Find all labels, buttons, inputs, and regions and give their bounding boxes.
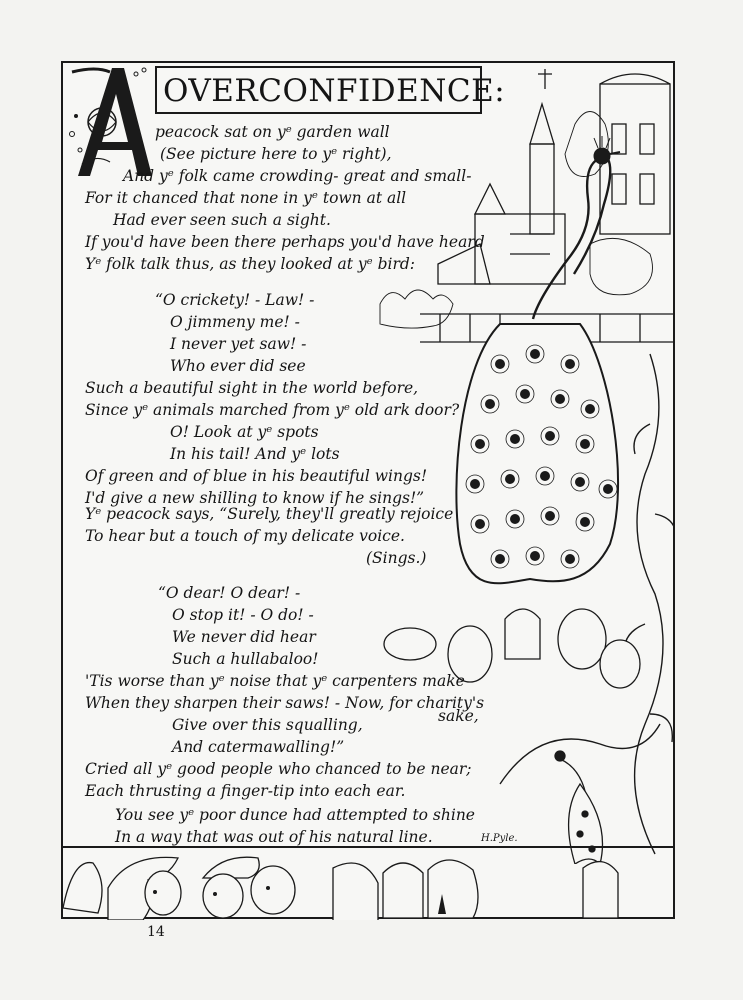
poem-line: Who ever did see bbox=[170, 357, 306, 375]
poem-line: Yᵉ folk talk thus, as they looked at yᵉ bird: bbox=[85, 255, 415, 273]
poem-line: I never yet saw! - bbox=[170, 335, 307, 353]
poem-line: If you'd have been there perhaps you'd have heard bbox=[85, 233, 485, 251]
poem-line: 'Tis worse than yᵉ noise that yᵉ carpenters make bbox=[85, 672, 465, 690]
poem-line: Give over this squalling, bbox=[172, 716, 363, 734]
poem-line: sake, bbox=[438, 707, 479, 725]
poem-line: To hear but a touch of my delicate voice. bbox=[85, 527, 405, 545]
artist-signature: H.Pyle. bbox=[481, 833, 518, 844]
poem-line: Yᵉ peacock says, “Surely, they'll greatly rejoice bbox=[85, 505, 454, 523]
page-title: OVERCONFIDENCE: bbox=[163, 73, 506, 109]
poem-line: O jimmeny me! - bbox=[170, 313, 300, 331]
poem-line: In his tail! And yᵉ lots bbox=[170, 445, 340, 463]
poem-line: Such a beautiful sight in the world before, bbox=[85, 379, 419, 397]
poem-line: “O dear! O dear! - bbox=[158, 584, 301, 602]
poem-line: Since yᵉ animals marched from yᵉ old ark door? bbox=[85, 401, 460, 419]
poem-line: I'd give a new shilling to know if he sings!” bbox=[85, 489, 425, 507]
poem-stage-direction: (Sings.) bbox=[366, 549, 427, 567]
poem-line: Such a hullabaloo! bbox=[172, 650, 319, 668]
poem-line: “O crickety! - Law! - bbox=[155, 291, 315, 309]
poem-line: When they sharpen their saws! - Now, for charity's bbox=[85, 694, 485, 712]
page-number: 14 bbox=[147, 924, 165, 940]
poem-line: You see yᵉ poor dunce had attempted to shine bbox=[115, 806, 475, 824]
poem-line: O! Look at yᵉ spots bbox=[170, 423, 319, 441]
poem-line: Of green and of blue in his beautiful wings! bbox=[85, 467, 428, 485]
poem-line: We never did hear bbox=[172, 628, 316, 646]
poem-line: peacock sat on yᵉ garden wall bbox=[155, 123, 390, 141]
poem-line: O stop it! - O do! - bbox=[172, 606, 314, 624]
poem-line: (See picture here to yᵉ right), bbox=[160, 145, 392, 163]
poem-line: Had ever seen such a sight. bbox=[113, 211, 331, 229]
poem-line: For it chanced that none in yᵉ town at all bbox=[85, 189, 407, 207]
crowd-illustration bbox=[63, 846, 673, 920]
poem-line: And yᵉ folk came crowding- great and small- bbox=[123, 167, 472, 185]
illuminated-letter-a-icon bbox=[66, 64, 154, 184]
poem-line: Cried all yᵉ good people who chanced to be near; bbox=[85, 760, 472, 778]
poem-line: In a way that was out of his natural line. bbox=[115, 828, 433, 846]
poem-line: Each thrusting a finger-tip into each ear. bbox=[85, 782, 406, 800]
poem-line: And catermawalling!” bbox=[172, 738, 345, 756]
